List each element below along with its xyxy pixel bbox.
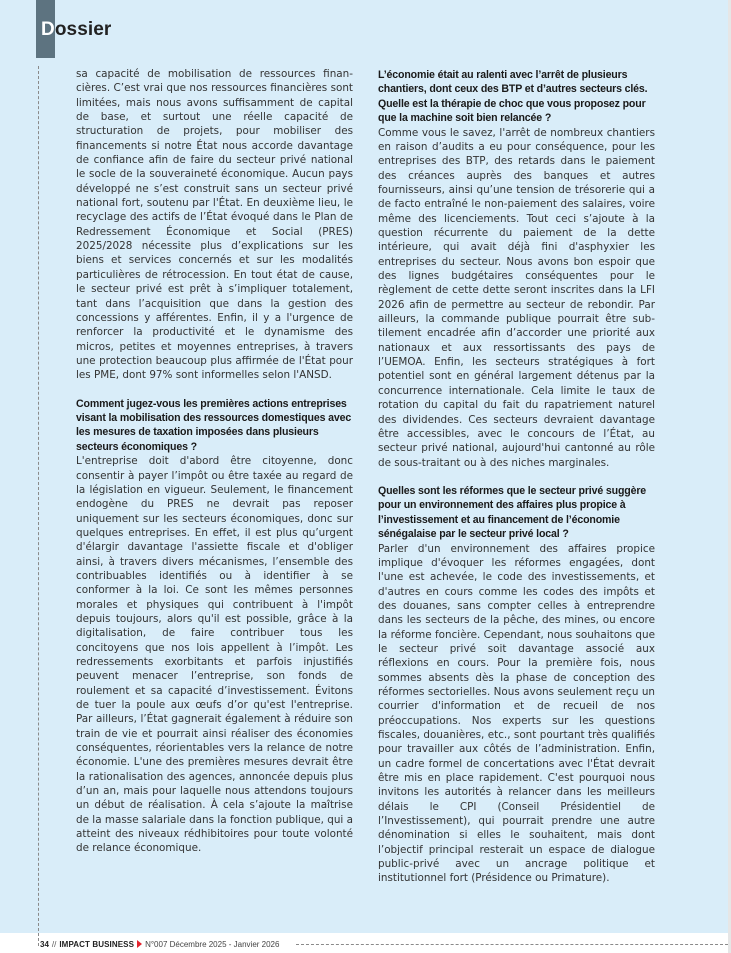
right-column	[378, 68, 655, 886]
interview-answer: Parler d'un environnement des affaires propice implique d'évoquer les réformes engagées, dont l'une est achevée, le code des investissements, et d'autres en cours comme les codes des impôts et des douanes, sans compter celles à entreprendre dans les secteurs de la pêche, des mines, ou encore la réforme foncière. Cependant, nous souhaitons que le secteur privé soit davantage associé aux réflexions en cours. Pour la première fois, nous sommes absents dès la phase de conception des réformes sectorielles. Nous avons seulement reçu un courrier d'information et de recueil de nos préoccupations. Nos experts sur les questions fiscales, douanières, etc., sont pourtant très qualifiés pour travailler aux côtés de l’administration. Enfin, un cadre formel de concertations avec l'État devrait être mis en place rapidement. C'est pourquoi nous invitons les autorités à relancer dans les meilleurs délais le CPI (Conseil Présidentiel de l’Investissement), qui pourrait prendre une autre dénomination si elles le souhaitent, mais dont l’objectif principal resterait un espace de dialogue public-privé avec un ancrage politique et institutionnel fort (Présidence ou Primature).	[378, 542, 655, 885]
interview-answer: Comme vous le savez, l'arrêt de nombreux chantiers en raison d’audits a eu pour conséquence, pour les entreprises des BTP, des retards dans le paiement des créances auprès des banques et autres fournisseurs, ainsi qu’une tension de trésorerie qui a de facto entraîné le non-paiement des salaires, voire même des licenciements. Tout ceci s’ajoute à la question récurrente du paiement de la dette intérieure, qui avait déjà fini d'asphyxier les entreprises du secteur. Nous avons bon espoir que des lignes budgétaires conséquentes pour le règlement de cette dette seront inscrites dans la LFI 2026 afin de permettre au secteur de rebondir. Par ailleurs, la commande publique pourrait être subtilement encadrée afin d’accorder une priorité aux nationaux et aux ressortissants des pays de l’UEMOA. Enfin, les secteurs stratégiques à fort potentiel sont en général largement détenus par la concurrence internationale. Cela limite le taux de rotation du capital du fait du rapatriement naturel des dividendes. Ces secteurs devraient davantage être accessibles, avec le concours de l’État, au secteur privé national, aujourd'hui cantonné au rôle de sous-traitant ou à des niches marginales.	[378, 126, 655, 469]
red-arrow-icon	[137, 940, 142, 948]
interview-question: Comment jugez-vous les premières actions entreprises visant la mobilisation des ressources domestiques avec les mesures de taxation imposées dans plusieurs secteurs économiques ?	[76, 397, 352, 453]
left-column	[76, 67, 353, 856]
footer-separator: //	[51, 939, 57, 949]
vertical-dashed-rule	[38, 66, 39, 946]
publication-name: IMPACT BUSINESS	[59, 939, 135, 949]
section-title-rest: ossier	[54, 19, 112, 40]
answer-paragraph-continued: sa capacité de mobilisation de ressources financières. C’est vrai que nos ressources financières sont limitées, mais nous avons suffisamment de capital de base, et surtout une réelle capacité de structuration de projets, pour mobiliser des financements si notre État nous accorde davantage de confiance afin de faire du secteur privé national le socle de la souveraineté économique. Aucun pays développé ne s’est construit sans un secteur privé national fort, soutenu par l'État. En deuxième lieu, le recyclage des actifs de l’État évoqué dans le Plan de Redressement Économique et Social (PRES) 2025/2028 nécessite plus d’explications sur les biens et services concernés et sur les modalités particulières de rétrocession. En tout état de cause, le secteur privé est prêt à s’impliquer totalement, tant dans l’acquisition que dans la gestion des concessions y afférentes. Enfin, il y a l'urgence de renforcer la productivité et le dynamisme des micros, petites et moyennes entreprises, à travers une protection beaucoup plus affirmée de l'État pour les PME, dont 97% sont informelles selon l'ANSD.	[76, 68, 353, 382]
section-title-initial: D	[41, 19, 55, 40]
interview-question: L’économie était au ralenti avec l’arrêt de plusieurs chantiers, dont ceux des BTP et d’autres secteurs clés. Quelle est la thérapie de choc que vous proposez pour que la machine soit bien relancée ?	[378, 69, 648, 125]
interview-answer: L'entreprise doit d'abord être citoyenne, donc consentir à payer l’impôt ou être taxée au regard de la législation en vigueur. Seulement, le financement endogène du PRES ne devrait pas reposer uniquement sur les secteurs économiques, donc sur quelques entreprises. En effet, il est plus qu’urgent d'élargir davantage l'assiette fiscale et d'obliger ainsi, à travers divers mécanismes, l’ensemble des contribuables identifiés ou à identifier à se conformer à la loi. Ce sont les mêmes personnes morales et physiques qui contribuent à l'impôt depuis toujours, alors qu'il est possible, grâce à la digitalisation, de faire contribuer tous les concitoyens que nos lois appellent à l’impôt. Les redressements exorbitants et parfois injustifiés peuvent menacer l’entreprise, son fonds de roulement et sa capacité d’investissement. Évitons de tuer la poule aux œufs d’or qu'est l'entreprise. Par ailleurs, l’État gagnerait également à réduire son train de vie et pourrait ainsi réaliser des économies conséquentes, réorientables vers la relance de notre économie. L'une des premières mesures devrait être la rationalisation des agences, annoncée depuis plus d’un an, mais pour laquelle nous attendons toujours un début de réalisation. À cela s’ajoute la maîtrise de la masse salariale dans la fonction publique, qui a atteint des niveaux rédhibitoires pour toute volonté de relance économique.	[76, 455, 353, 855]
section-title	[41, 19, 111, 41]
page-number: 34	[40, 939, 49, 949]
horizontal-dashed-rule	[296, 944, 728, 945]
interview-question: Quelles sont les réformes que le secteur privé suggère pour un environnement des affaires plus propice à l’investissement et au financement de l’économie sénégalaise par le secteur privé local ?	[378, 484, 647, 541]
issue-info: N°007 Décembre 2025 - Janvier 2026	[145, 939, 280, 949]
page-footer	[40, 938, 279, 950]
